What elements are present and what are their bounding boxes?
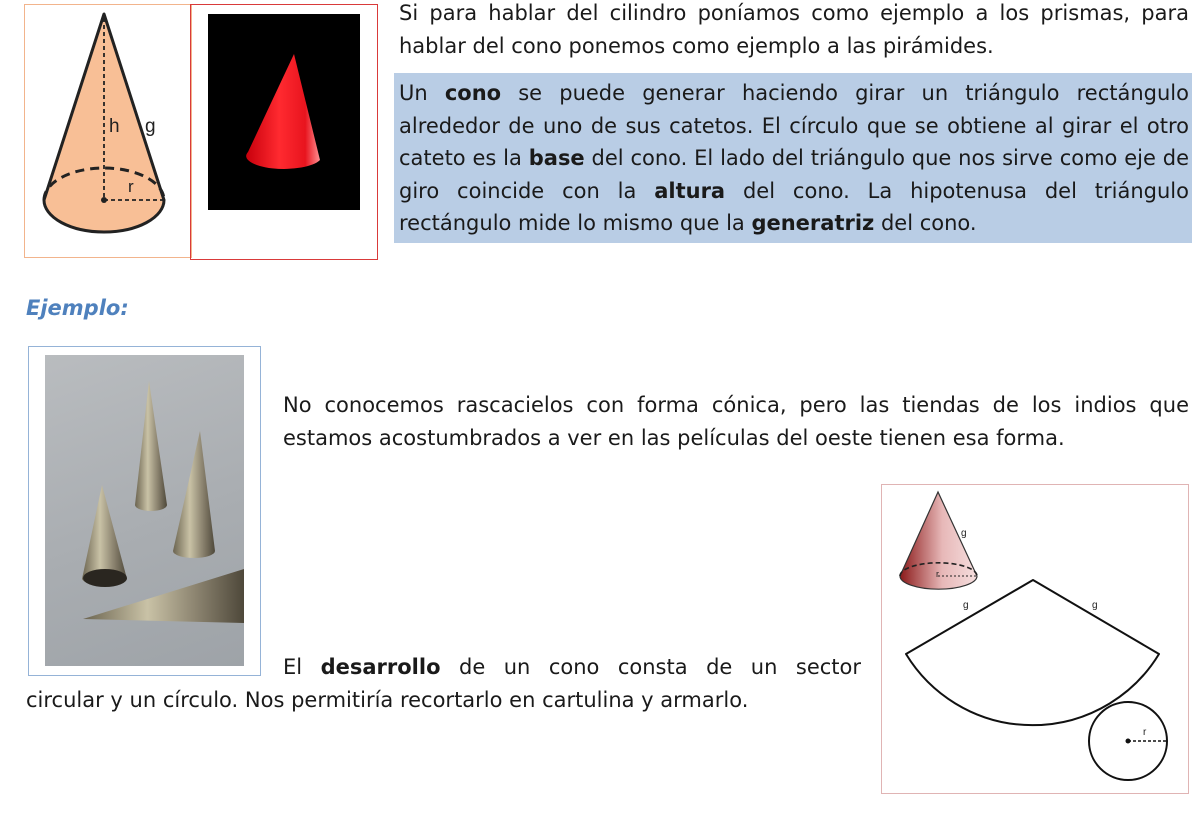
development-line-2: circular y un círculo. Nos permitiría recortarlo en cartulina y armarlo. [26, 688, 749, 712]
definition-paragraph [399, 77, 1189, 240]
sector-generatrix-right-label: g [1092, 600, 1098, 611]
definition-text-4: del cono. La hipotenusa del triángulo rectángulo mide lo mismo que la [399, 178, 1189, 235]
net-cone-generatrix-label: g [961, 528, 967, 539]
term-generatriz: generatriz [751, 211, 875, 235]
definition-text-3: del cono. El lado del triángulo que nos sirve como eje de giro coincide con la [399, 146, 1189, 203]
example-heading: Ejemplo: [26, 296, 129, 320]
metal-cones-image [45, 355, 244, 666]
red-cone-image [208, 14, 360, 210]
term-desarrollo: desarrollo [320, 655, 441, 679]
cone-diagram [24, 4, 192, 258]
cone-height-label: h [109, 116, 120, 137]
term-cono: cono [444, 81, 502, 105]
intro-paragraph: Si para hablar del cilindro poníamos como ejemplo a los prismas, para hablar del cono ponemos como ejemplo a las pirámides. [399, 1, 1189, 58]
development-line-1 [283, 651, 861, 684]
red-cone-photo [208, 14, 360, 210]
term-base: base [528, 146, 585, 170]
term-altura: altura [654, 178, 726, 203]
definition-text-2: se puede generar haciendo girar un triángulo rectángulo alrededor de uno de sus catetos. El círculo que se obtiene al girar el otro cateto es la [399, 81, 1189, 170]
development-text-1: El [283, 655, 321, 679]
sector-generatrix-left-label: g [963, 600, 969, 611]
cone-generatrix-label: g [145, 116, 156, 137]
cone-radius-label: r [128, 177, 134, 196]
cone-net-diagram [881, 484, 1189, 794]
definition-text-1: Un [399, 81, 445, 105]
development-text-2: de un cono consta de un sector [440, 655, 862, 679]
base-radius-label: r [1143, 727, 1147, 738]
definition-text-5: del cono. [874, 211, 977, 235]
example-paragraph: No conocemos rascacielos con forma cónica, pero las tiendas de los indios que estamos acostumbrados a ver en las películas del oeste tienen esa forma. [283, 393, 1189, 450]
net-cone-radius-label: r [936, 569, 939, 579]
metal-cones-photo [45, 355, 244, 666]
